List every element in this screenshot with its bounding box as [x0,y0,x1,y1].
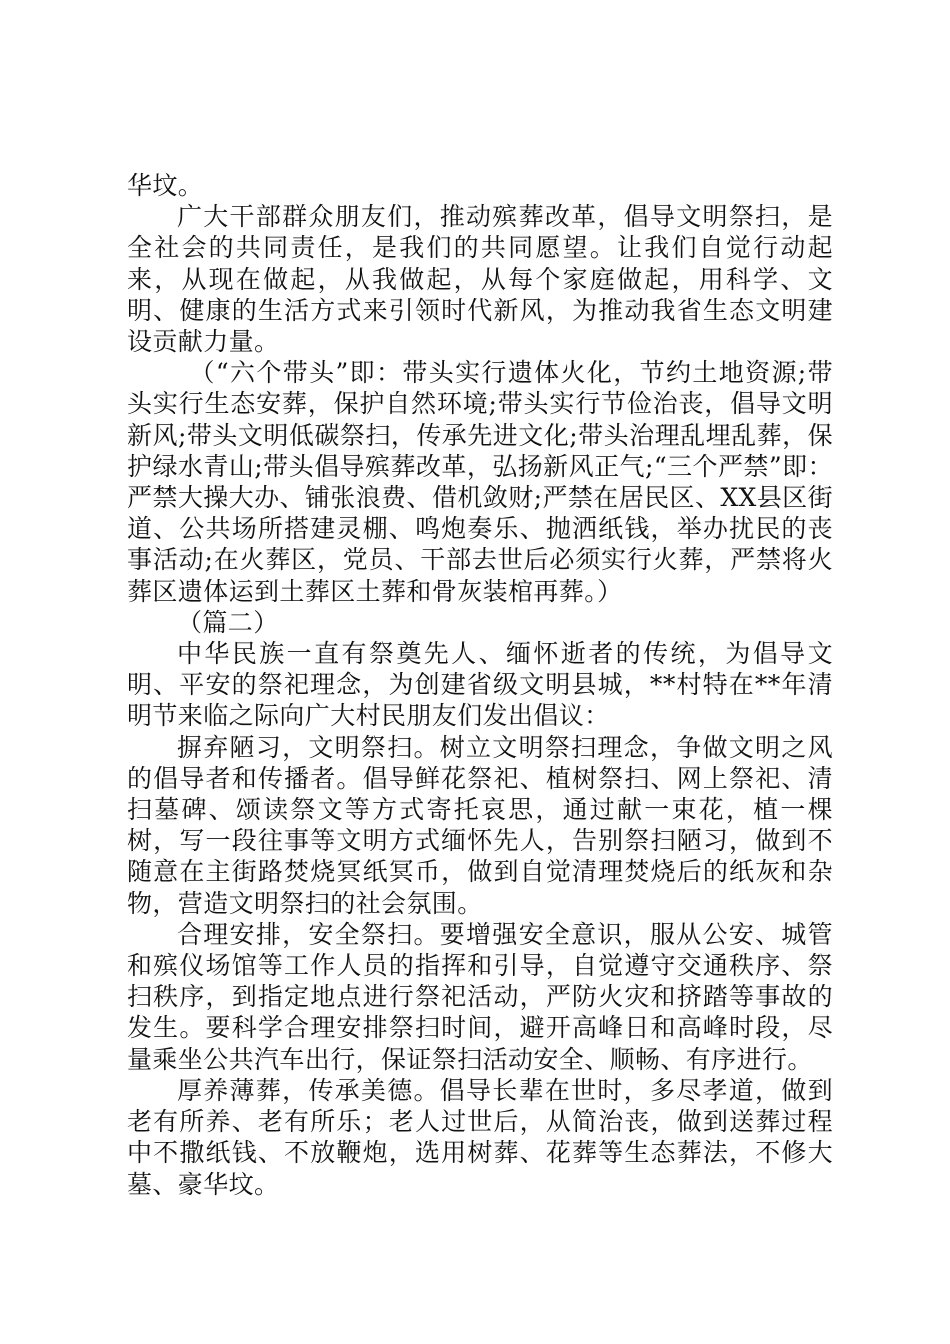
paragraph-civilized-sweeping: 摒弃陋习，文明祭扫。树立文明祭扫理念，争做文明之风的倡导者和传播者。倡导鲜花祭祀、植树祭扫、网上祭祀、清扫墓碑、颂读祭文等方式寄托哀思，通过献一束花，植一棵树，写一段往事等文明方式缅怀先人，告别祭扫陋习，做到不随意在主街路焚烧冥纸冥币，做到自觉清理焚烧后的纸灰和杂物，营造文明祭扫的社会氛围。 [127,732,833,918]
paragraph-note: （“六个带头”即：带头实行遗体火化，节约土地资源;带头实行生态安葬，保护自然环境;带头实行节俭治丧，倡导文明新风;带头文明低碳祭扫，传承先进文化;带头治理乱埋乱葬，保护绿水青山;带头倡导殡葬改革，弘扬新风正气;“三个严禁”即：严禁大操大办、铺张浪费、借机敛财;严禁在居民区、XX县区街道、公共场所搭建灵棚、鸣炮奏乐、抛洒纸钱，举办扰民的丧事活动;在火葬区，党员、干部去世后必须实行火葬，严禁将火葬区遗体运到土葬区土葬和骨灰装棺再葬。） [127,358,833,606]
paragraph-appeal: 广大干部群众朋友们，推动殡葬改革，倡导文明祭扫，是全社会的共同责任，是我们的共同愿望。让我们自觉行动起来，从现在做起，从我做起，从每个家庭做起，用科学、文明、健康的生活方式来引领时代新风，为推动我省生态文明建设贡献力量。 [127,202,833,357]
paragraph-continuation: 华坟。 [127,171,204,200]
paragraph-simple-burial: 厚养薄葬，传承美德。倡导长辈在世时，多尽孝道，做到老有所养、老有所乐；老人过世后，从简治丧，做到送葬过程中不撒纸钱、不放鞭炮，选用树葬、花葬等生态葬法，不修大墓、豪华坟。 [127,1075,833,1199]
document-body [127,170,833,1200]
paragraph-intro: 中华民族一直有祭奠先人、缅怀逝者的传统，为倡导文明、平安的祭祀理念，为创建省级文明县城，**村特在**年清明节来临之际向广大村民朋友们发出倡议： [127,639,833,731]
section-heading: （篇二） [177,607,279,637]
paragraph-safe-sweeping: 合理安排，安全祭扫。要增强安全意识，服从公安、城管和殡仪场馆等工作人员的指挥和引导，自觉遵守交通秩序、祭扫秩序，到指定地点进行祭祀活动，严防火灾和挤踏等事故的发生。要科学合理安排祭扫时间，避开高峰日和高峰时段，尽量乘坐公共汽车出行，保证祭扫活动安全、顺畅、有序进行。 [127,919,833,1074]
